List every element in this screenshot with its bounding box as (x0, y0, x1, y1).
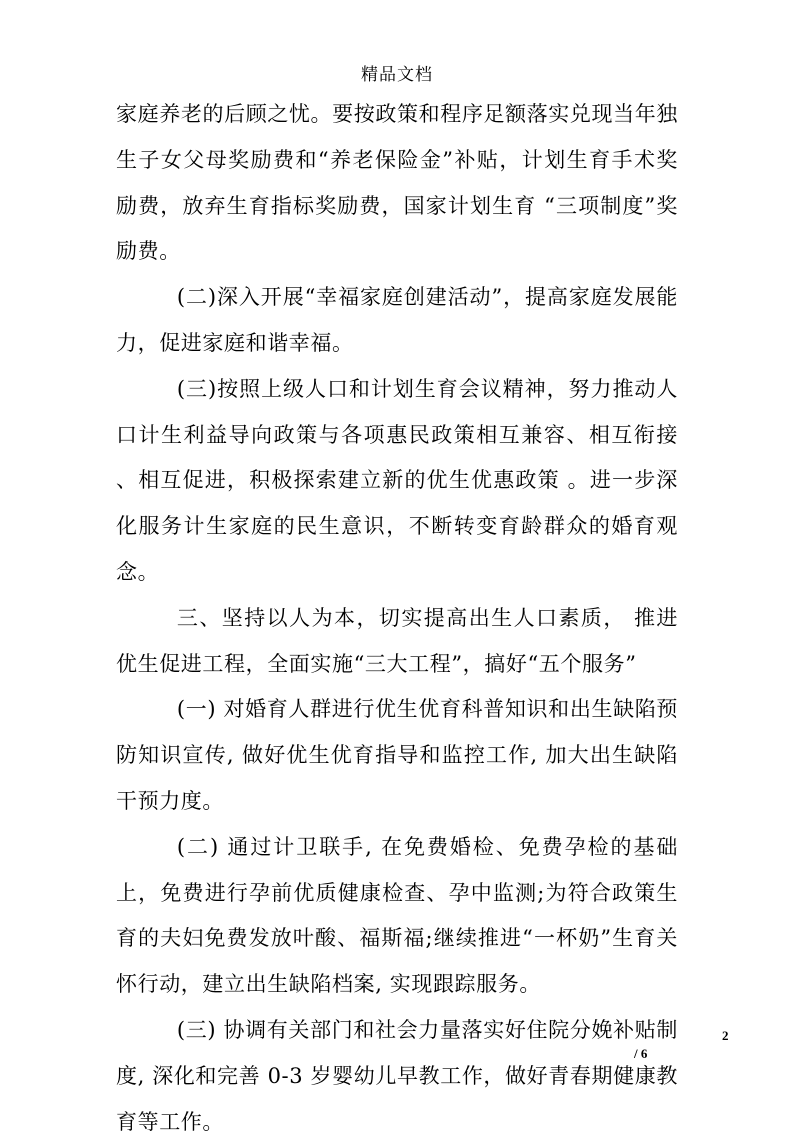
paragraph: (二) 通过计卫联手, 在免费婚检、免费孕检的基础上，免费进行孕前优质健康检查、孕中监测;为符合政策生育的夫妇免费发放叶酸、福斯福;继续推进“一杯奶”生育关怀行动，建立出生缺陷档案, 实现跟踪服务。 (116, 834, 678, 997)
paragraph: (三)按照上级人口和计划生育会议精神，努力推动人口计生利益导向政策与各项惠民政策相互兼容、相互衔接 、相互促进，积极探索建立新的优生优惠政策 。进一步深化服务计生家庭的民生意识，不断转变育龄群众的婚育观念。 (116, 376, 678, 584)
page-total: / 6 (634, 1046, 648, 1061)
paragraph: (二)深入开展“幸福家庭创建活动”，提高家庭发展能力，促进家庭和谐幸福。 (116, 285, 678, 355)
paragraph: (一) 对婚育人群进行优生优育科普知识和出生缺陷预防知识宣传, 做好优生优育指导和监控工作, 加大出生缺陷干预力度。 (116, 697, 678, 813)
paragraph: (三) 协调有关部门和社会力量落实好住院分娩补贴制度, 深化和完善 0-3 岁婴幼儿早教工作，做好青春期健康教育等工作。 (116, 1017, 678, 1134)
document-body (116, 92, 678, 1145)
page-number: 2 (722, 1028, 729, 1043)
paragraph: 三、坚持以人为本，切实提高出生人口素质， 推进优生促进工程，全面实施“三大工程”，搞好“五个服务” (116, 605, 678, 676)
document-header-title: 精品文档 (361, 65, 433, 85)
paragraph: 家庭养老的后顾之忧。要按政策和程序足额落实兑现当年独生子女父母奖励费和“养老保险金”补贴，计划生育手术奖励费，放弃生育指标奖励费，国家计划生育 “三项制度”奖励费。 (116, 102, 678, 264)
